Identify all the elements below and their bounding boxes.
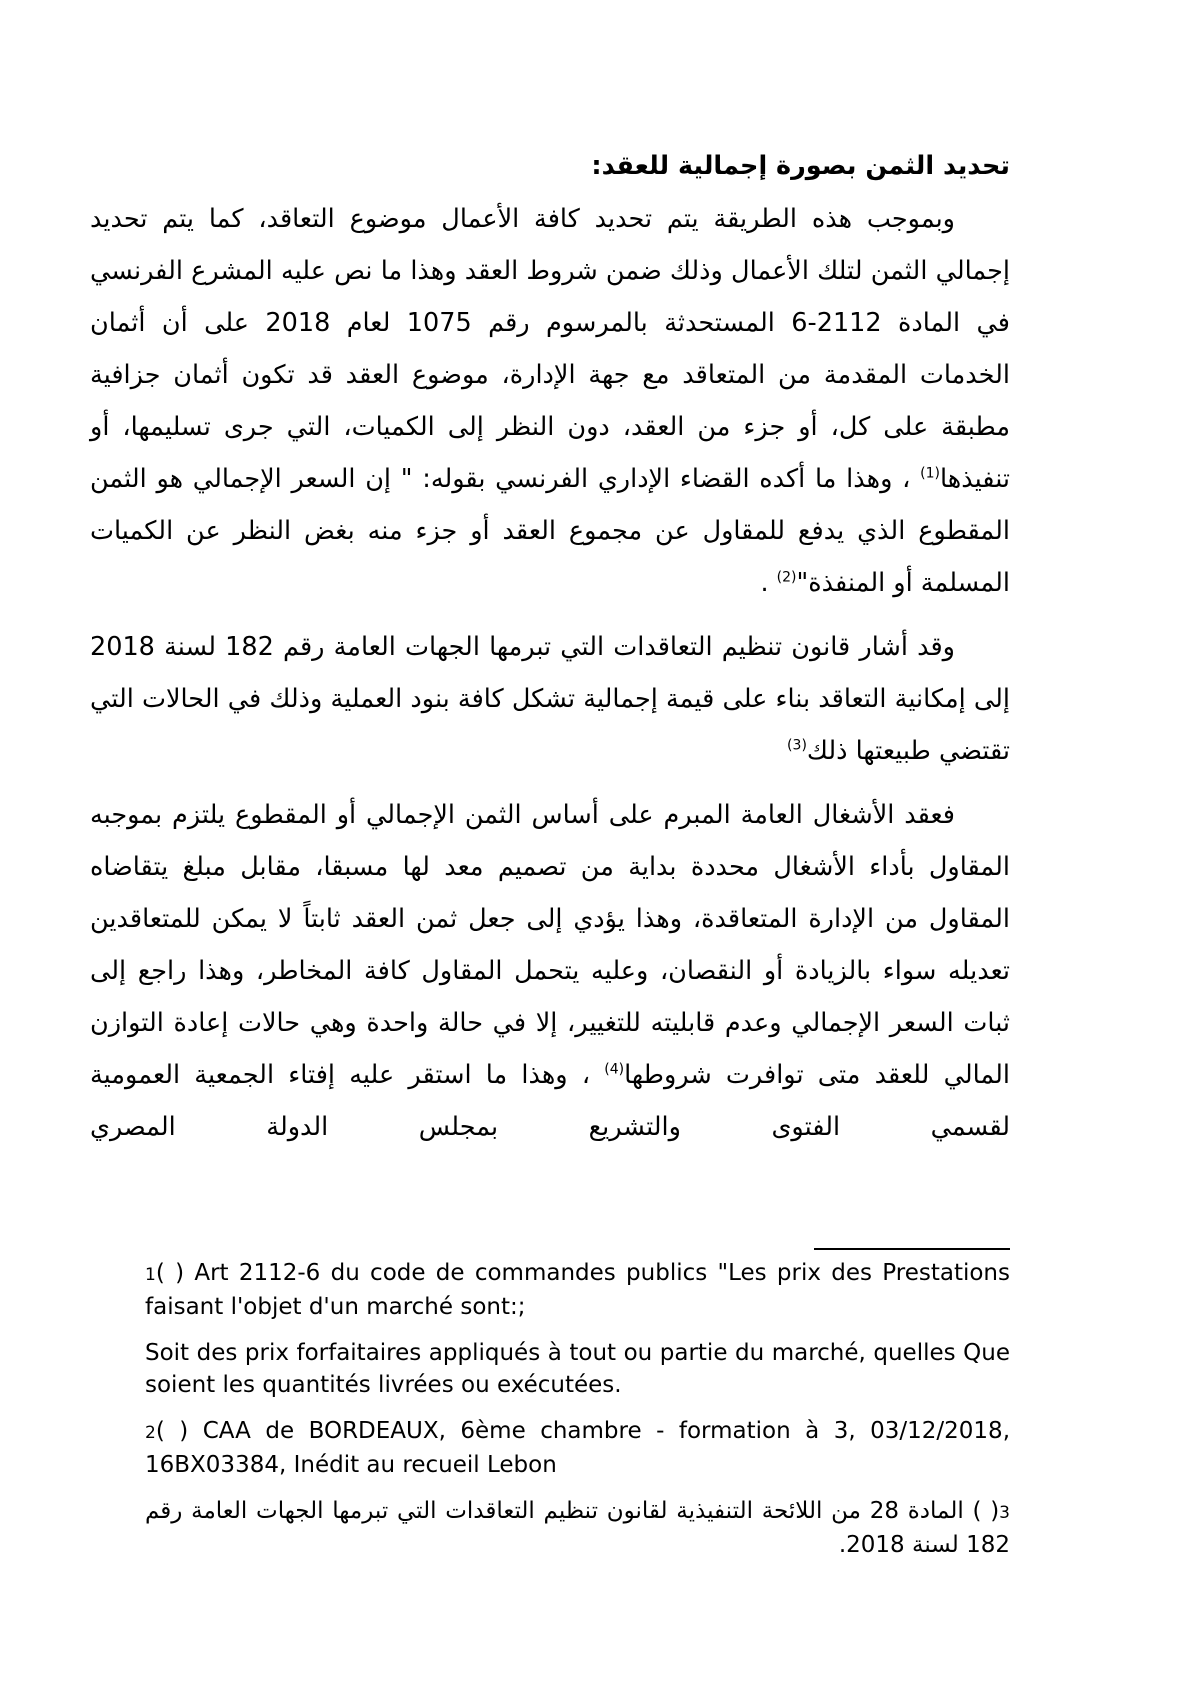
paragraph-2 <box>90 621 1010 777</box>
footnote-2-text: ( ) CAA de BORDEAUX, 6ème chambre - formation à 3, 03/12/2018, 16BX03384, Inédit au recueil Lebon <box>145 1418 1010 1478</box>
footnote-1-continued: Soit des prix forfaitaires appliqués à tout ou partie du marché, quelles Que soient les quantités livrées ou exécutées. <box>145 1340 1010 1398</box>
footnotes <box>145 1257 1010 1561</box>
paragraph-1-text-a: وبموجب هذه الطريقة يتم تحديد كافة الأعمال موضوع التعاقد، كما يتم تحديد إجمالي الثمن لتلك الأعمال وذلك ضمن شروط العقد وهذا ما نص عليه المشرع الفرنسي في المادة 2112-6 المستحدثة بالمرسوم رقم 1075 لعام 2018 على أن أثمان الخدمات المقدمة من المتعاقد مع جهة الإدارة، موضوع العقد قد تكون أثمان جزافية مطبقة على كل، أو جزء من العقد، دون النظر إلى الكميات، التي جرى تسليمها، أو تنفيذها <box>90 204 1010 494</box>
footnote-2 <box>145 1415 1010 1481</box>
footnote-separator <box>814 1248 1010 1250</box>
footnote-ref-3[interactable]: (3) <box>787 737 807 754</box>
footnote-3-text: ( ) المادة 28 من اللائحة التنفيذية لقانون تنظيم التعاقدات التي تبرمها الجهات العامة رقم 182 لسنة 2018. <box>145 1498 1010 1558</box>
paragraph-1 <box>90 193 1010 609</box>
paragraph-3 <box>90 789 1010 1153</box>
paragraph-1-text-b: ، وهذا ما أكده القضاء الإداري الفرنسي بقوله: " إن السعر الإجمالي هو الثمن المقطوع الذي يدفع للمقاول عن مجموع العقد أو جزء منه بغض النظر عن الكميات المسلمة أو المنفذة" <box>90 464 1010 598</box>
footnote-2-number: 2 <box>145 1423 156 1443</box>
paragraph-3-text-a: فعقد الأشغال العامة المبرم على أساس الثمن الإجمالي أو المقطوع يلتزم بموجبه المقاول بأداء الأشغال محددة بداية من تصميم معد لها مسبقا، مقابل مبلغ يتقاضاه المقاول من الإدارة المتعاقدة، وهذا يؤدي إلى جعل ثمن العقد ثابتاً لا يمكن للمتعاقدين تعديله سواء بالزيادة أو النقصان، وعليه يتحمل المقاول كافة المخاطر، وهذا راجع إلى ثبات السعر الإجمالي وعدم قابليته للتغيير، إلا في حالة واحدة وهي حالات إعادة التوازن المالي للعقد متى توافرت شروطها <box>90 800 1010 1090</box>
footnote-3 <box>145 1495 1010 1561</box>
paragraph-3-text-b: ، وهذا ما استقر عليه إفتاء الجمعية العمومية لقسمي الفتوى والتشريع بمجلس الدولة المصري <box>90 1060 1010 1142</box>
footnote-1 <box>145 1257 1010 1323</box>
footnote-1-number: 1 <box>145 1265 156 1285</box>
footnote-ref-2[interactable]: (2) <box>776 569 797 586</box>
body-text <box>90 140 1010 1153</box>
footnote-ref-1[interactable]: (1) <box>920 465 940 482</box>
footnote-ref-4[interactable]: (4) <box>604 1061 625 1078</box>
footnote-3-number: 3 <box>999 1503 1010 1523</box>
footnote-1-text: ( ) Art 2112-6 du code de commandes publics "Les prix des Prestations faisant l'objet d'un marché sont:; <box>145 1260 1010 1320</box>
paragraph-2-text-a: وقد أشار قانون تنظيم التعاقدات التي تبرمها الجهات العامة رقم 182 لسنة 2018 إلى إمكانية التعاقد بناء على قيمة إجمالية تشكل كافة بنود العملية وذلك في الحالات التي تقتضي طبيعتها ذلك <box>90 632 1010 766</box>
section-heading: تحديد الثمن بصورة إجمالية للعقد: <box>591 151 1010 181</box>
paragraph-1-text-c: . <box>760 568 777 598</box>
